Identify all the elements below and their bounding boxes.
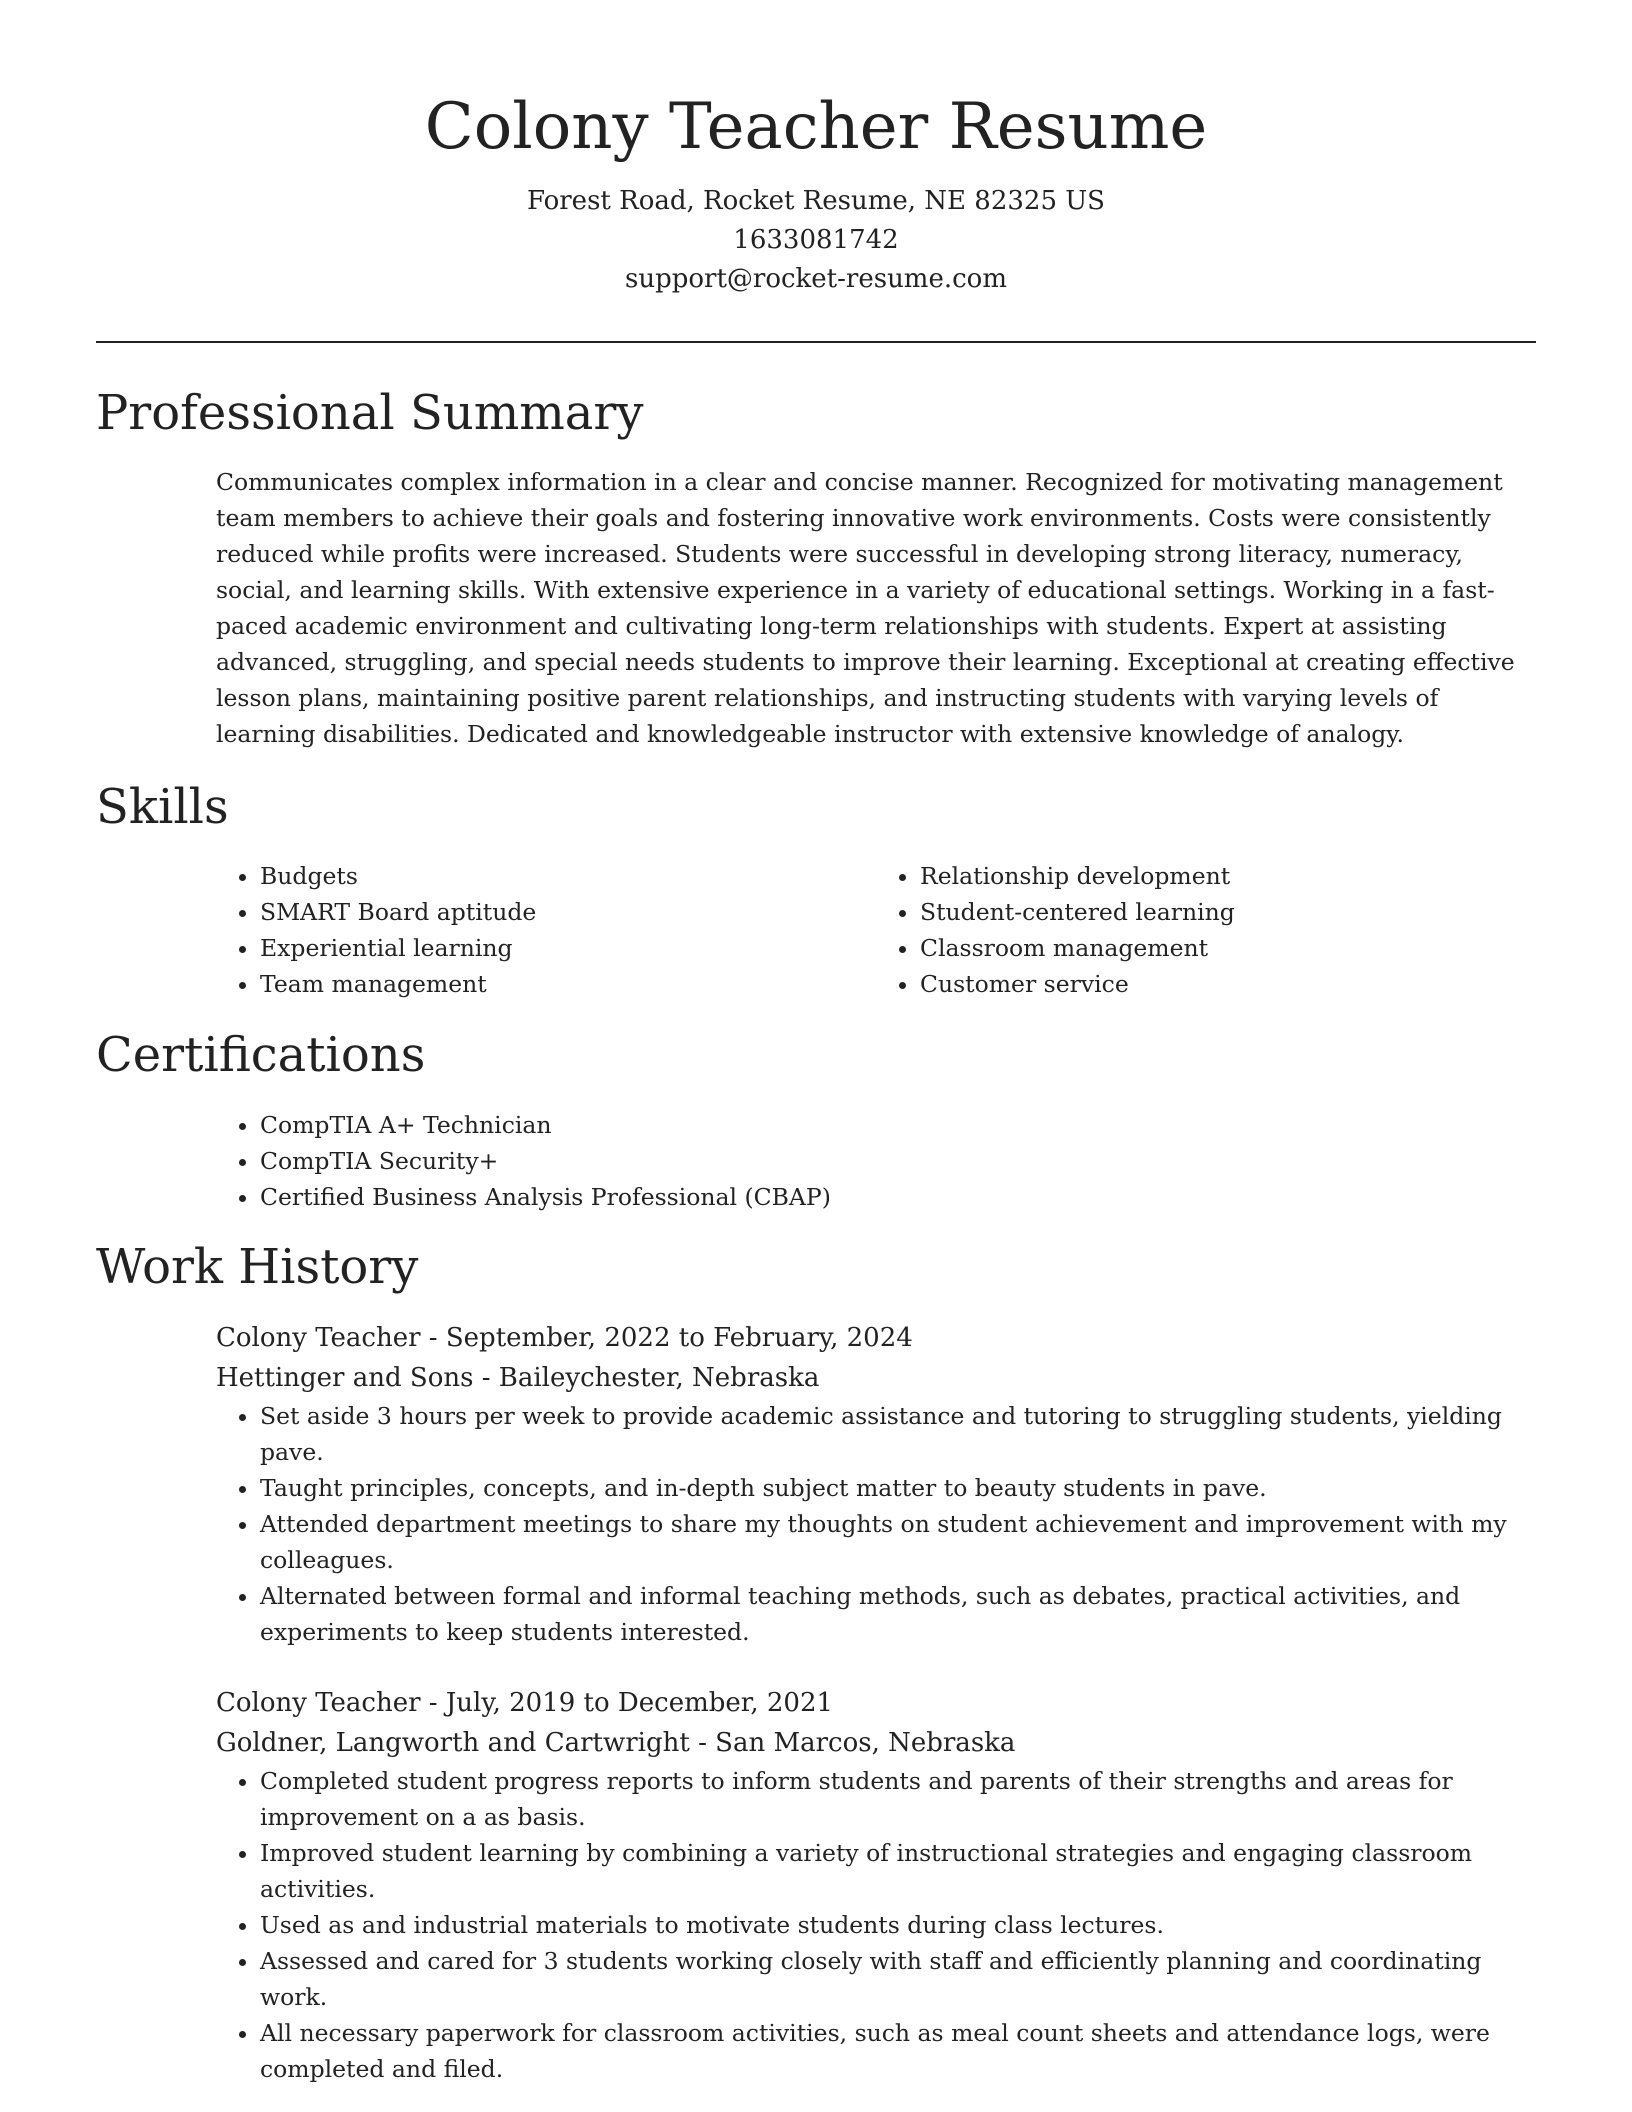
job-duty-item: • Completed student progress reports to inform students and parents of their strengths and areas for improvement on a as basis. <box>260 1763 1536 1835</box>
contact-info <box>96 182 1536 299</box>
skill-item: • Classroom management <box>920 930 1536 966</box>
job-company-location: Hettinger and Sons - Baileychester, Nebraska <box>216 1363 820 1393</box>
job-entry <box>216 1318 1536 1650</box>
skills-columns <box>216 858 1536 1002</box>
skills-heading: Skills <box>96 779 229 835</box>
job-duty-item: • Taught principles, concepts, and in-depth subject matter to beauty students in pave. <box>260 1470 1536 1506</box>
certifications-section <box>96 1024 1536 1215</box>
job-entry <box>216 1683 1536 2087</box>
certification-item: • Certified Business Analysis Professional (CBAP) <box>260 1179 1536 1215</box>
professional-summary-text: Communicates complex information in a clear and concise manner. Recognized for motivating management team members to achieve their goals and fostering innovative work environments. Costs were consistently reduced while profits were increased. Students were successful in developing strong literacy, numeracy, social, and learning skills. With extensive experience in a variety of educational settings. Working in a fast-paced academic environment and cultivating long-term relationships with students. Expert at assisting advanced, struggling, and special needs students to improve their learning. Exceptional at creating effective lesson plans, maintaining positive parent relationships, and instructing students with varying levels of learning disabilities. Dedicated and knowledgeable instructor with extensive knowledge of analogy. <box>216 468 1515 748</box>
job-duty-item: • Set aside 3 hours per week to provide academic assistance and tutoring to struggling students, yielding pave. <box>260 1398 1536 1470</box>
skill-item: • Budgets <box>260 858 876 894</box>
skill-item: • Team management <box>260 966 876 1002</box>
certification-item: • CompTIA A+ Technician <box>260 1107 1536 1143</box>
job-duty-item: • All necessary paperwork for classroom activities, such as meal count sheets and attendance logs, were completed and filed. <box>260 2015 1536 2087</box>
certifications-list <box>216 1107 1536 1215</box>
job-duty-item: • Alternated between formal and informal teaching methods, such as debates, practical activities, and experiments to keep students interested. <box>260 1578 1536 1650</box>
skill-item: • Student-centered learning <box>920 894 1536 930</box>
professional-summary-section <box>96 382 1536 752</box>
work-history-section <box>96 1236 1536 2087</box>
job-title-dates: Colony Teacher - September, 2022 to February, 2024 <box>216 1323 913 1353</box>
job-duties-list <box>216 1763 1536 2087</box>
resume-title: Colony Teacher Resume <box>424 90 1208 164</box>
job-title-dates: Colony Teacher - July, 2019 to December, 2021 <box>216 1688 834 1718</box>
skill-item: • Relationship development <box>920 858 1536 894</box>
job-company-location: Goldner, Langworth and Cartwright - San Marcos, Nebraska <box>216 1728 1016 1758</box>
job-duty-item: • Assessed and cared for 3 students working closely with staff and efficiently planning and coordinating work. <box>260 1943 1536 2015</box>
job-duty-item: • Used as and industrial materials to motivate students during class lectures. <box>260 1907 1536 1943</box>
job-duty-item: • Improved student learning by combining a variety of instructional strategies and engaging classroom activities. <box>260 1835 1536 1907</box>
skill-item: • SMART Board aptitude <box>260 894 876 930</box>
contact-address: Forest Road, Rocket Resume, NE 82325 US <box>526 186 1105 216</box>
skills-list-left <box>216 858 876 1002</box>
work-history-jobs <box>216 1318 1536 2087</box>
skill-item: • Experiential learning <box>260 930 876 966</box>
skill-item: • Customer service <box>920 966 1536 1002</box>
certifications-list-wrap <box>216 1107 1536 1215</box>
header-divider <box>96 341 1536 343</box>
work-history-heading: Work History <box>96 1239 419 1295</box>
resume-header <box>96 82 1536 299</box>
job-duties-list <box>216 1398 1536 1650</box>
contact-phone: 1633081742 <box>733 225 899 255</box>
professional-summary-heading: Professional Summary <box>96 385 644 441</box>
certifications-heading: Certifications <box>96 1027 426 1083</box>
skills-list-right <box>876 858 1536 1002</box>
skills-section <box>96 776 1536 1002</box>
certification-item: • CompTIA Security+ <box>260 1143 1536 1179</box>
contact-email: support@rocket-resume.com <box>624 264 1007 294</box>
job-duty-item: • Attended department meetings to share my thoughts on student achievement and improvement with my colleagues. <box>260 1506 1536 1578</box>
